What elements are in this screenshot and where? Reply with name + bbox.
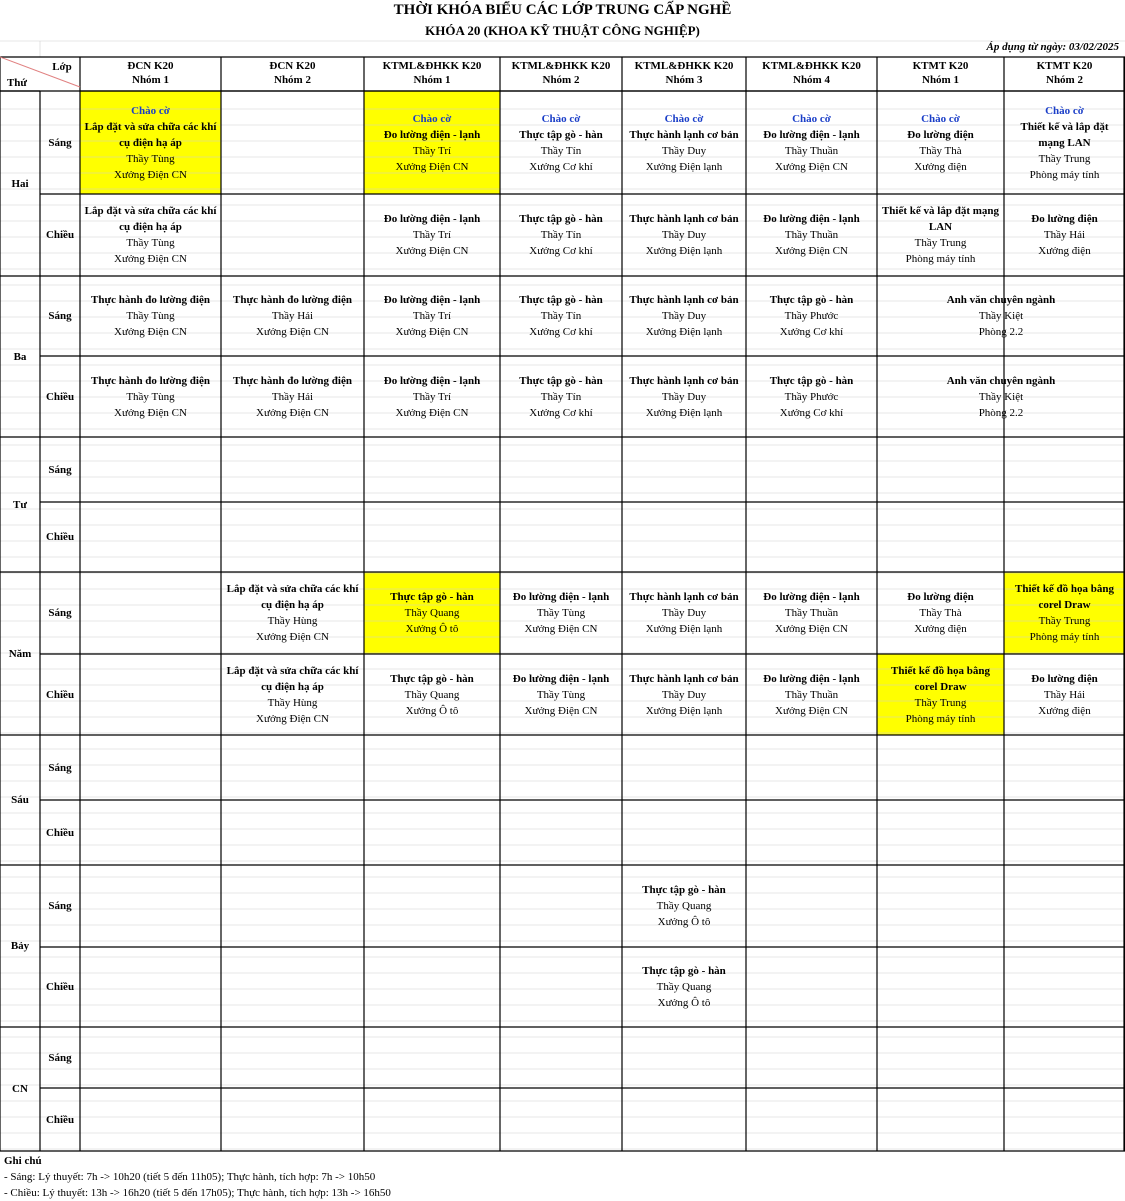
room-name: Xưởng Điện CN xyxy=(775,245,848,257)
session-cell xyxy=(877,572,1004,654)
period-afternoon-label: Chiều xyxy=(45,1113,75,1126)
teacher-name: Thầy Tín xyxy=(540,310,582,322)
flag-ceremony-label: Chào cờ xyxy=(1045,104,1084,117)
room-name: Xưởng Điện CN xyxy=(524,623,598,635)
room-name: Phòng 2.2 xyxy=(978,406,1024,419)
teacher-name: Thầy Duy xyxy=(661,229,707,241)
session-cell xyxy=(500,654,622,735)
session-cell xyxy=(746,276,877,356)
teacher-name: Thầy Quang xyxy=(404,607,460,619)
room-name: Xưởng điện xyxy=(914,160,967,173)
class-header-6 xyxy=(746,57,877,91)
subject-name: Đo lường điện - lạnh xyxy=(383,128,481,141)
session-cell xyxy=(622,865,746,947)
session-cell xyxy=(500,356,622,437)
room-name: Xưởng Ô tô xyxy=(405,623,459,635)
subject-name: Thực hành đo lường điện xyxy=(91,294,210,306)
room-name: Phòng máy tính xyxy=(905,253,976,265)
teacher-name: Thầy Trung xyxy=(914,237,967,249)
teacher-name: Thầy Kiệt xyxy=(978,390,1024,403)
class-header-3 xyxy=(364,57,500,91)
room-name: Xưởng Điện CN xyxy=(114,253,187,265)
applied-date: Áp dụng từ ngày: 03/02/2025 xyxy=(986,41,1119,53)
room-name: Phòng máy tính xyxy=(905,712,976,725)
session-cell xyxy=(877,91,1004,194)
subject-name: Lắp đặt và sửa chữa các khí cụ điện hạ áp xyxy=(226,583,359,611)
session-cell xyxy=(80,276,221,356)
session-cell xyxy=(364,276,500,356)
room-name: Xưởng Điện CN xyxy=(524,704,598,717)
room-name: Xưởng Điện CN xyxy=(395,160,469,173)
room-name: Xưởng Điện CN xyxy=(256,406,329,419)
day-label: Sáu xyxy=(11,794,29,806)
page-title: THỜI KHÓA BIỂU CÁC LỚP TRUNG CẤP NGHỀ xyxy=(393,2,732,18)
session-cell xyxy=(221,654,364,735)
session-cell xyxy=(1004,654,1125,735)
subject-name: Đo lường điện - lạnh xyxy=(512,672,610,685)
subject-name: Thực hành lạnh cơ bản xyxy=(629,591,739,603)
session-cell xyxy=(622,91,746,194)
session-cell xyxy=(1004,91,1125,194)
session-cell xyxy=(221,276,364,356)
subject-name: Thực tập gò - hàn xyxy=(390,672,474,685)
session-cell xyxy=(746,654,877,735)
class-header-5 xyxy=(622,57,746,91)
period-afternoon-label: Chiều xyxy=(45,826,75,839)
session-cell xyxy=(80,356,221,437)
session-cell xyxy=(877,654,1004,735)
period-morning-label: Sáng xyxy=(48,607,72,619)
flag-ceremony-label: Chào cờ xyxy=(131,104,170,117)
class-name: KTML&ĐHKK K20 xyxy=(382,60,482,72)
room-name: Xưởng Điện CN xyxy=(114,326,187,338)
teacher-name: Thầy Trí xyxy=(412,390,452,403)
room-name: Xưởng Điện CN xyxy=(395,245,469,257)
teacher-name: Thầy Trung xyxy=(914,696,967,709)
subject-name: Anh văn chuyên ngành xyxy=(946,294,1056,306)
subject-name: Thiết kế đồ họa bằng corel Draw xyxy=(1014,583,1115,611)
room-name: Xưởng Ô tô xyxy=(405,704,459,717)
period-afternoon-label: Chiều xyxy=(45,981,75,993)
session-cell xyxy=(877,276,1125,356)
teacher-name: Thầy Tín xyxy=(540,144,582,157)
class-name: ĐCN K20 xyxy=(127,60,174,72)
session-cell xyxy=(221,356,364,437)
room-name: Xưởng Cơ khí xyxy=(529,326,593,338)
teacher-name: Thầy Trung xyxy=(1038,152,1091,165)
room-name: Xưởng Điện CN xyxy=(775,704,848,717)
session-cell xyxy=(746,572,877,654)
subject-name: Thực tập gò - hàn xyxy=(519,213,603,225)
notes-line-afternoon: - Chiều: Lý thuyết: 13h -> 16h20 (tiết 5 đến 17h05); Thực hành, tích hợp: 13h -> 16h50 xyxy=(4,1187,391,1199)
subject-name: Thực tập gò - hàn xyxy=(769,294,854,306)
room-name: Xưởng Điện CN xyxy=(114,168,187,181)
notes-heading: Ghi chú xyxy=(4,1155,42,1167)
teacher-name: Thầy Trí xyxy=(412,144,452,157)
teacher-name: Thầy Thuần xyxy=(784,144,839,157)
room-name: Phòng 2.2 xyxy=(978,326,1024,338)
class-name: KTML&ĐHKK K20 xyxy=(634,60,734,72)
day-label: Bảy xyxy=(10,940,30,952)
class-group: Nhóm 4 xyxy=(793,74,830,86)
subject-name: Thực hành đo lường điện xyxy=(233,374,352,387)
period-afternoon-label: Chiều xyxy=(45,229,75,241)
subject-name: Đo lường điện - lạnh xyxy=(763,672,860,685)
session-cell xyxy=(622,947,746,1027)
session-cell xyxy=(80,194,221,276)
subject-name: Thiết kế đồ họa bằng corel Draw xyxy=(890,664,991,693)
session-cell xyxy=(364,91,500,194)
subject-name: Thực tập gò - hàn xyxy=(642,884,726,896)
room-name: Xưởng Điện lạnh xyxy=(645,406,723,419)
teacher-name: Thầy Thà xyxy=(919,607,962,619)
day-label: Hai xyxy=(11,177,29,190)
teacher-name: Thầy Hùng xyxy=(267,615,318,627)
session-cell xyxy=(622,654,746,735)
teacher-name: Thầy Quang xyxy=(404,688,460,701)
room-name: Xưởng Điện CN xyxy=(395,406,469,419)
subject-name: Thực hành lạnh cơ bản xyxy=(629,374,739,387)
subject-name: Đo lường điện xyxy=(1031,672,1098,685)
teacher-name: Thầy Phước xyxy=(784,310,839,322)
teacher-name: Thầy Tín xyxy=(540,390,582,403)
session-cell xyxy=(622,194,746,276)
period-morning-label: Sáng xyxy=(48,900,72,912)
class-group: Nhóm 3 xyxy=(665,74,703,86)
teacher-name: Thầy Trí xyxy=(412,310,452,322)
corner-thu-label: Thứ xyxy=(6,77,28,89)
session-cell xyxy=(500,194,622,276)
subject-name: Thực hành lạnh cơ bản xyxy=(629,672,739,685)
session-cell xyxy=(622,276,746,356)
teacher-name: Thầy Quang xyxy=(656,900,712,912)
subject-name: Đo lường điện xyxy=(907,591,974,603)
class-name: KTMT K20 xyxy=(1036,60,1093,72)
class-name: ĐCN K20 xyxy=(269,60,316,72)
subject-name: Thực hành lạnh cơ bản xyxy=(629,294,739,306)
room-name: Phòng máy tính xyxy=(1029,168,1100,181)
teacher-name: Thầy Hải xyxy=(1043,688,1086,701)
class-group: Nhóm 2 xyxy=(274,74,311,86)
page-subtitle: KHÓA 20 (KHOA KỸ THUẬT CÔNG NGHIỆP) xyxy=(425,23,700,38)
class-group: Nhóm 1 xyxy=(132,74,169,86)
day-label: Năm xyxy=(8,647,32,660)
session-cell xyxy=(364,356,500,437)
teacher-name: Thầy Hải xyxy=(271,390,314,403)
period-afternoon-label: Chiều xyxy=(45,688,75,701)
room-name: Xưởng điện xyxy=(1038,245,1091,257)
class-header-2 xyxy=(221,57,364,91)
subject-name: Lắp đặt và sửa chữa các khí cụ điện hạ áp xyxy=(84,120,217,149)
teacher-name: Thầy Thuần xyxy=(784,688,839,701)
session-cell xyxy=(500,276,622,356)
session-cell xyxy=(877,356,1125,437)
day-label: CN xyxy=(12,1083,28,1095)
session-cell xyxy=(622,356,746,437)
subject-name: Đo lường điện - lạnh xyxy=(763,213,860,225)
period-morning-label: Sáng xyxy=(48,463,72,476)
teacher-name: Thầy Tùng xyxy=(126,152,175,165)
room-name: Xưởng Điện lạnh xyxy=(645,623,723,635)
room-name: Xưởng Điện CN xyxy=(256,712,329,725)
room-name: Xưởng Điện lạnh xyxy=(645,160,723,173)
class-header-7 xyxy=(877,57,1004,91)
class-name: KTML&ĐHKK K20 xyxy=(511,60,611,72)
subject-name: Thực hành đo lường điện xyxy=(233,294,352,306)
session-cell xyxy=(746,194,877,276)
subject-name: Đo lường điện - lạnh xyxy=(763,128,860,141)
corner-lop-label: Lớp xyxy=(52,61,72,73)
room-name: Xưởng Điện CN xyxy=(114,406,187,419)
subject-name: Thực tập gò - hàn xyxy=(519,128,603,141)
teacher-name: Thầy Thà xyxy=(919,144,962,157)
session-cell xyxy=(364,572,500,654)
session-cell xyxy=(877,194,1004,276)
teacher-name: Thầy Trí xyxy=(412,229,452,241)
teacher-name: Thầy Tùng xyxy=(126,390,175,403)
teacher-name: Thầy Hải xyxy=(1043,229,1086,241)
teacher-name: Thầy Tùng xyxy=(126,237,175,249)
notes-line-morning: - Sáng: Lý thuyết: 7h -> 10h20 (tiết 5 đến 11h05); Thực hành, tích hợp: 7h -> 10h50 xyxy=(4,1171,376,1183)
class-header-8 xyxy=(1004,57,1125,91)
subject-name: Thiết kế và lắp đặt mạng LAN xyxy=(1020,120,1109,149)
room-name: Xưởng Điện CN xyxy=(256,631,329,643)
period-morning-label: Sáng xyxy=(48,310,72,322)
subject-name: Thực tập gò - hàn xyxy=(390,591,474,603)
room-name: Xưởng Điện lạnh xyxy=(645,245,723,257)
teacher-name: Thầy Tín xyxy=(540,229,582,241)
subject-name: Đo lường điện xyxy=(1031,213,1098,225)
period-morning-label: Sáng xyxy=(48,136,72,149)
subject-name: Đo lường điện - lạnh xyxy=(512,591,610,603)
flag-ceremony-label: Chào cờ xyxy=(541,112,581,125)
session-cell xyxy=(500,572,622,654)
teacher-name: Thầy Thuần xyxy=(784,229,839,241)
teacher-name: Thầy Thuần xyxy=(784,607,839,619)
teacher-name: Thầy Hùng xyxy=(267,696,318,709)
room-name: Xưởng Điện CN xyxy=(775,160,848,173)
class-name: KTMT K20 xyxy=(912,60,969,72)
flag-ceremony-label: Chào cờ xyxy=(664,112,704,125)
subject-name: Đo lường điện - lạnh xyxy=(383,213,481,225)
notes xyxy=(4,1153,391,1201)
session-cell xyxy=(500,91,622,194)
room-name: Xưởng Điện lạnh xyxy=(645,704,723,717)
room-name: Xưởng điện xyxy=(914,623,967,635)
teacher-name: Thầy Tùng xyxy=(126,310,175,322)
room-name: Xưởng Cơ khí xyxy=(529,245,593,257)
class-header-1 xyxy=(80,57,221,91)
subject-name: Thực tập gò - hàn xyxy=(642,965,726,977)
subject-name: Thực hành lạnh cơ bản xyxy=(629,213,739,225)
class-name: KTML&ĐHKK K20 xyxy=(762,60,861,72)
day-label: Ba xyxy=(13,350,27,363)
flag-ceremony-label: Chào cờ xyxy=(792,112,831,125)
subject-name: Đo lường điện - lạnh xyxy=(763,591,860,603)
room-name: Xưởng Cơ khí xyxy=(779,406,844,419)
subject-name: Lắp đặt và sửa chữa các khí cụ điện hạ áp xyxy=(226,664,359,693)
subject-name: Đo lường điện - lạnh xyxy=(383,294,481,306)
subject-name: Thiết kế và lắp đặt mạng LAN xyxy=(881,205,1000,233)
class-header-4 xyxy=(500,57,622,91)
room-name: Xưởng Điện CN xyxy=(256,326,329,338)
teacher-name: Thầy Trung xyxy=(1038,615,1091,627)
session-cell xyxy=(80,91,221,194)
room-name: Xưởng Điện lạnh xyxy=(645,326,723,338)
session-cell xyxy=(364,654,500,735)
class-group: Nhóm 1 xyxy=(413,74,451,86)
teacher-name: Thầy Duy xyxy=(661,144,707,157)
room-name: Xưởng Cơ khí xyxy=(529,160,593,173)
session-cell xyxy=(1004,572,1125,654)
class-group: Nhóm 2 xyxy=(542,74,580,86)
room-name: Xưởng Cơ khí xyxy=(529,406,593,419)
period-afternoon-label: Chiều xyxy=(45,390,75,403)
flag-ceremony-label: Chào cờ xyxy=(921,112,960,125)
session-cell xyxy=(622,572,746,654)
period-morning-label: Sáng xyxy=(48,761,72,774)
subject-name: Thực tập gò - hàn xyxy=(519,374,603,387)
room-name: Xưởng Điện CN xyxy=(775,623,848,635)
teacher-name: Thầy Duy xyxy=(661,607,707,619)
teacher-name: Thầy Hải xyxy=(271,310,314,322)
room-name: Phòng máy tính xyxy=(1029,631,1100,643)
room-name: Xưởng Ô tô xyxy=(657,997,711,1009)
subject-name: Anh văn chuyên ngành xyxy=(946,374,1056,387)
room-name: Xưởng điện xyxy=(1038,704,1091,717)
teacher-name: Thầy Tùng xyxy=(536,688,586,701)
room-name: Xưởng Điện CN xyxy=(395,326,469,338)
subject-name: Thực hành lạnh cơ bản xyxy=(629,128,739,141)
session-cell xyxy=(1004,194,1125,276)
session-cell xyxy=(221,572,364,654)
day-label: Tư xyxy=(13,498,27,511)
session-cell xyxy=(746,356,877,437)
teacher-name: Thầy Duy xyxy=(661,688,707,701)
room-name: Xưởng Ô tô xyxy=(657,916,711,928)
teacher-name: Thầy Duy xyxy=(661,310,707,322)
class-group: Nhóm 2 xyxy=(1046,74,1083,86)
flag-ceremony-label: Chào cờ xyxy=(412,112,452,125)
teacher-name: Thầy Tùng xyxy=(536,607,586,619)
subject-name: Thực tập gò - hàn xyxy=(769,374,854,387)
teacher-name: Thầy Duy xyxy=(661,390,707,403)
teacher-name: Thầy Quang xyxy=(656,981,712,993)
period-morning-label: Sáng xyxy=(48,1051,72,1064)
subject-name: Thực tập gò - hàn xyxy=(519,294,603,306)
room-name: Xưởng Cơ khí xyxy=(779,326,844,338)
teacher-name: Thầy Kiệt xyxy=(978,310,1024,322)
subject-name: Đo lường điện xyxy=(907,128,974,141)
session-cell xyxy=(364,194,500,276)
teacher-name: Thầy Phước xyxy=(784,390,839,403)
session-cell xyxy=(746,91,877,194)
period-afternoon-label: Chiều xyxy=(45,531,75,543)
class-group: Nhóm 1 xyxy=(922,74,959,86)
subject-name: Lắp đặt và sửa chữa các khí cụ điện hạ áp xyxy=(84,205,217,233)
subject-name: Thực hành đo lường điện xyxy=(91,374,210,387)
subject-name: Đo lường điện - lạnh xyxy=(383,374,481,387)
